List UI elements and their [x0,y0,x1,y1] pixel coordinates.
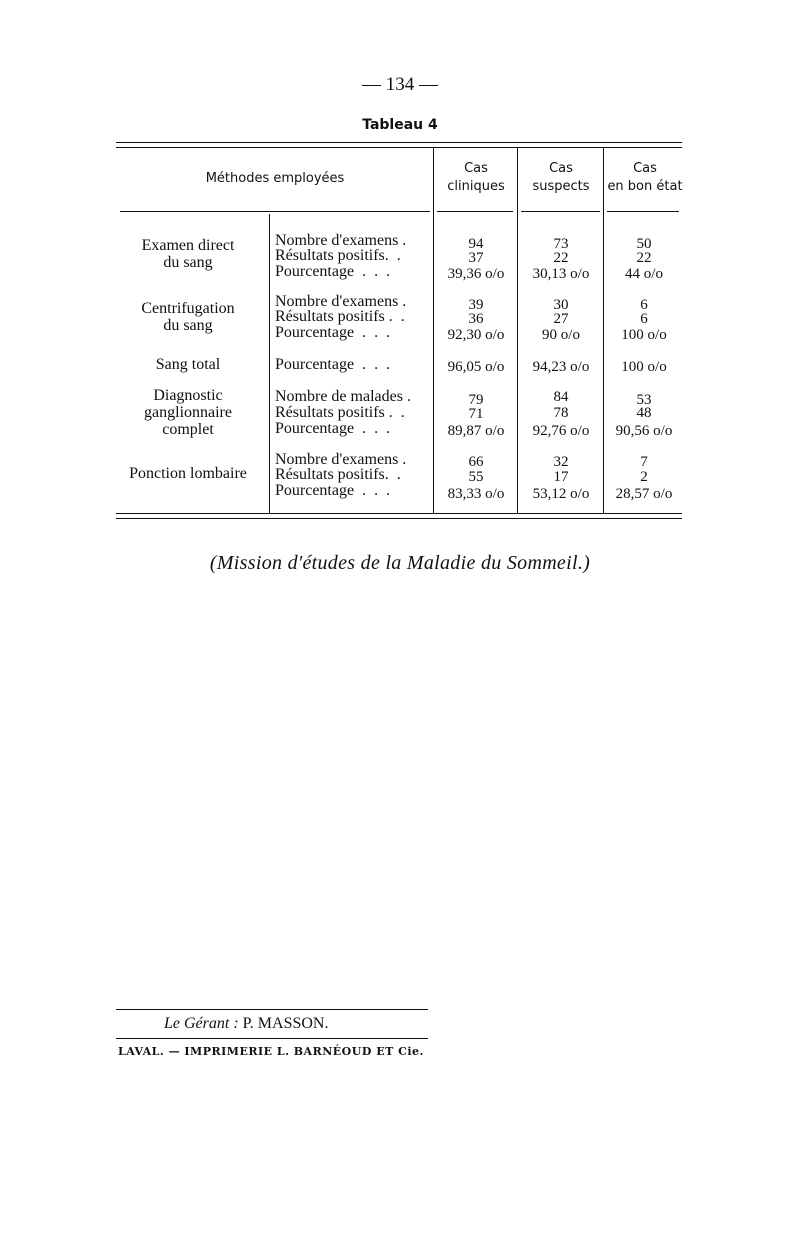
table-cell: 53 [636,392,652,408]
table-cell: 39,36 o/o [447,266,505,282]
table-cell: 100 o/o [621,359,667,375]
manager-prefix: Le Gérant : [164,1015,239,1032]
table-bottom-rule [116,513,682,514]
header-separator-2 [437,211,513,212]
table-cell: 90 o/o [542,327,580,343]
manager-line [164,1015,328,1033]
row-label: Pourcentage . . . [275,263,391,280]
table-cell: 94,23 o/o [532,359,590,375]
table-cell: 36 [468,311,484,327]
header-separator-3 [521,211,600,212]
header-suspect-cases: Cas suspects [532,161,590,194]
table-cell: 90,56 o/o [615,423,673,439]
table-cell: 22 [553,250,569,266]
row-label: Pourcentage . . . [275,482,391,499]
source-note: (Mission d'études de la Maladie du Sommeil.) [209,552,591,574]
table-cell: 71 [468,406,484,422]
table-top-rule [116,142,682,143]
row-label: Nombre de malades . [275,388,411,405]
row-label: Nombre d'examens . [275,232,407,249]
row-label: Pourcentage . . . [275,324,391,341]
table-cell: 50 [636,236,652,252]
header-methods: Méthodes employées [205,171,345,186]
table-cell: 22 [636,250,652,266]
table-cell: 79 [468,392,484,408]
group-label-total-blood: Sang total [155,356,221,373]
table-cell: 84 [553,389,569,405]
row-label: Résultats positifs . . [275,308,405,325]
table-cell: 89,87 o/o [447,423,505,439]
table-cell: 78 [553,405,569,421]
table-cell: 73 [553,236,569,252]
row-label: Résultats positifs. . [275,247,401,264]
column-rule [433,148,434,513]
table-cell: 30 [553,297,569,313]
group-label-lumbar-puncture: Ponction lombaire [129,465,247,482]
table-title: Tableau 4 [362,117,438,133]
table-cell: 53,12 o/o [532,486,590,502]
table-top-rule-2 [116,147,682,148]
column-rule [603,148,604,513]
table-cell: 17 [553,469,569,485]
column-rule [269,214,270,513]
header-separator [120,211,430,212]
table-cell: 30,13 o/o [532,266,590,282]
footer-bottom-rule [116,1038,428,1039]
header-clinical-cases: Cas cliniques [447,161,505,194]
table-cell: 92,30 o/o [447,327,505,343]
table-cell: 100 o/o [621,327,667,343]
row-label: Nombre d'examens . [275,451,407,468]
table-cell: 44 o/o [625,266,663,282]
printer-line: LAVAL. — IMPRIMERIE L. BARNÉOUD ET Cie. [118,1045,424,1058]
table-cell: 55 [468,469,484,485]
table-cell: 83,33 o/o [447,486,505,502]
table-cell: 7 [640,454,648,470]
table-cell: 32 [553,454,569,470]
table-cell: 66 [468,454,484,470]
page-number: — 134 — [362,74,438,95]
header-healthy-cases: Cas en bon état [607,161,683,194]
row-label: Résultats positifs. . [275,466,401,483]
group-label-centrifugation: Centrifugation du sang [141,300,235,334]
row-label: Résultats positifs . . [275,404,405,421]
table-cell: 6 [640,297,648,313]
table-cell: 92,76 o/o [532,423,590,439]
table-cell: 6 [640,311,648,327]
table-cell: 39 [468,297,484,313]
group-label-lymph-diagnosis: Diagnostic ganglionnaire complet [144,387,232,438]
footer-top-rule [116,1009,428,1010]
table-cell: 48 [636,405,652,421]
header-separator-4 [607,211,679,212]
table-cell: 37 [468,250,484,266]
manager-name: P. MASSON. [242,1015,329,1032]
row-label: Pourcentage . . . [275,420,391,437]
table-cell: 96,05 o/o [447,359,505,375]
column-rule [517,148,518,513]
group-label-direct-exam: Examen direct du sang [141,237,235,271]
table-cell: 2 [640,469,648,485]
table-cell: 94 [468,236,484,252]
table-bottom-rule-2 [116,518,682,519]
table-cell: 27 [553,311,569,327]
table-cell: 28,57 o/o [615,486,673,502]
row-label: Pourcentage . . . [275,356,391,373]
row-label: Nombre d'examens . [275,293,407,310]
